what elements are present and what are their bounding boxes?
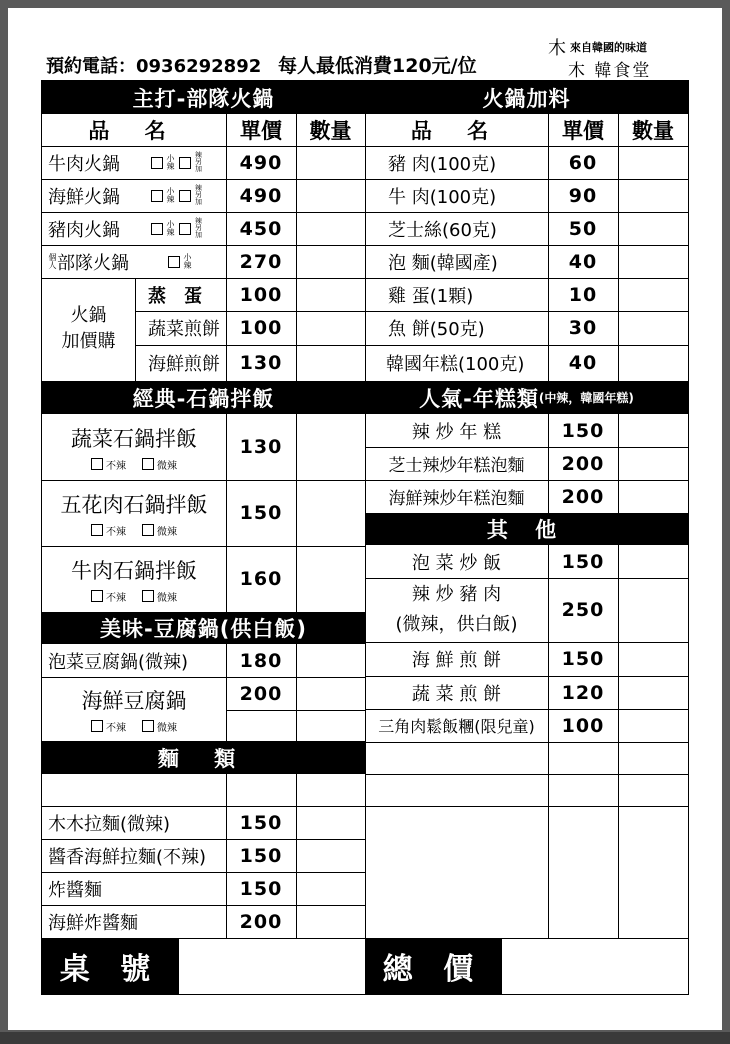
grid-line [226,644,227,741]
addon-purchase-line1: 火鍋 [70,305,107,326]
tofu-price: 200 [239,682,283,705]
noodle-item: 炸醬麵 [48,879,102,901]
col-qty-header-right: 數量 [632,119,674,143]
hotpot-price: 450 [239,217,283,240]
grid-line [365,774,688,775]
small-spicy-label: 小辣 [183,252,192,270]
small-spicy-checkbox[interactable] [151,190,163,202]
grid-line [365,146,688,147]
bibimbap-name: 五花肉石鍋拌飯 [60,492,208,517]
grid-line [365,212,688,213]
addon-item-name: 韓國年糕(100克) [386,353,525,375]
mild-spicy-checkbox[interactable] [142,590,154,602]
ricecake-note: (中辣，韓國年糕) [538,391,634,405]
grid-line [548,114,549,381]
grid-line [42,245,365,246]
grid-line [296,644,297,741]
noodle-price: 200 [239,910,283,933]
other-item: 三角肉鬆飯糰(限兒童) [378,717,535,736]
addon-item-name: 泡 麵(韓國產) [388,252,498,274]
section-hotpot-title: 主打-部隊火鍋 [42,81,365,114]
small-spicy-label: 小辣 [166,153,175,171]
grid-line [548,414,549,513]
bibimbap-name: 牛肉石鍋拌飯 [71,558,197,583]
grid-line [296,414,297,612]
extra-spicy-checkbox[interactable] [179,223,191,235]
grid-line [135,345,365,346]
grid-line [178,938,179,994]
extra-spicy-label: 辣另加 [195,151,202,173]
grid-line [365,81,366,938]
grid-line [296,114,297,381]
min-spend-text: 每人最低消費120元/位 [278,55,477,77]
addon-item-price: 90 [568,184,598,207]
mild-spicy-label: 微辣 [157,722,177,734]
total-price-label: 總 價 [365,938,501,994]
addon-purchase-item: 蒸 蛋 [148,285,202,307]
hotpot-item-name: 豬肉火鍋 [48,219,120,241]
ricecake-item: 芝士辣炒年糕泡麵 [388,456,525,476]
col-name-header: 品 名 [88,119,180,143]
logo-mark: 木 [548,38,566,59]
extra-spicy-label: 辣另加 [195,184,202,206]
noodle-item: 木木拉麵(微辣) [48,813,171,835]
grid-line [365,578,688,579]
ricecake-item: 辣 炒 年 糕 [411,421,502,443]
bibimbap-price: 160 [239,568,283,590]
hotpot-item-name: 牛肉火鍋 [48,153,120,175]
grid-line [135,311,365,312]
grid-line [42,546,365,547]
not-spicy-checkbox[interactable] [91,524,103,536]
col-price-header-right: 單價 [562,119,604,143]
noodle-price: 150 [239,811,283,834]
hotpot-options [151,179,226,212]
mild-spicy-checkbox[interactable] [142,458,154,470]
col-price-header: 單價 [240,119,282,143]
hotpot-price: 490 [239,184,283,207]
extra-spicy-checkbox[interactable] [179,190,191,202]
addon-item-price: 40 [568,250,598,273]
grid-line [42,179,365,180]
grid-line [42,278,365,279]
addon-item-price: 50 [568,217,598,240]
other-price: 250 [561,599,605,621]
section-other-title: 其 他 [365,513,688,545]
other-price: 100 [561,714,605,737]
other-item-note: (微辣，供白飯) [395,614,518,635]
total-price-field[interactable] [501,938,688,994]
grid-line [365,245,688,246]
grid-line [365,345,688,346]
table-number-field[interactable] [178,938,365,994]
col-qty-header: 數量 [309,119,352,143]
grid-line [226,774,227,938]
extra-spicy-label: 辣另加 [195,217,202,239]
small-spicy-checkbox[interactable] [151,223,163,235]
addon-purchase-item: 蔬菜煎餅 [148,319,220,340]
noodle-item: 海鮮炸醬麵 [48,912,138,934]
addon-item-name: 雞 蛋(1顆) [388,285,474,307]
small-spicy-checkbox[interactable] [151,157,163,169]
bibimbap-item [42,546,226,612]
addon-item-name: 魚 餅(50克) [388,319,485,340]
grid-line [135,278,136,381]
brand-name: 木 韓食堂 [568,61,652,81]
grid-line [226,414,227,612]
hotpot-options [151,212,226,245]
grid-line [226,114,227,381]
grid-line [618,114,619,381]
not-spicy-label: 不辣 [106,526,126,538]
other-item: 蔬 菜 煎 餅 [411,683,502,705]
noodle-price: 150 [239,877,283,900]
grid-line [365,642,688,643]
grid-line [42,677,365,678]
addon-item-price: 30 [568,317,598,339]
grid-line [618,414,619,513]
grid-line [365,806,688,807]
other-price: 150 [561,550,605,573]
grid-line [365,676,688,677]
not-spicy-label: 不辣 [106,722,126,734]
other-price: 150 [561,648,605,670]
grid-line [42,806,365,807]
hotpot-item-name [48,245,158,278]
addon-item-price: 10 [568,283,598,306]
col-name-header-right: 品 名 [410,119,503,143]
addon-purchase-price: 130 [239,351,283,374]
other-item [365,578,548,642]
menu-page [8,8,722,1030]
other-item: 海 鮮 煎 餅 [411,650,502,671]
grid-line [365,311,688,312]
addon-purchase-price: 100 [239,283,283,306]
not-spicy-label: 不辣 [106,592,126,604]
grid-line [365,447,688,448]
mild-spicy-checkbox[interactable] [142,720,154,732]
noodle-price: 150 [239,844,283,867]
spice-options [91,457,177,472]
phone-text: 預約電話：0936292892 [46,56,262,77]
hotpot-price: 270 [239,250,283,273]
not-spicy-checkbox[interactable] [91,458,103,470]
grid-line [42,480,365,481]
addon-purchase-item: 海鮮煎餅 [148,353,220,375]
grid-line [226,710,365,711]
tofu-name: 海鮮豆腐鍋 [81,688,187,713]
noodle-item: 醬香海鮮拉麵(不辣) [48,846,207,868]
grid-line [365,179,688,180]
viewer-status-bar [0,1032,730,1044]
grid-line [42,212,365,213]
not-spicy-checkbox[interactable] [91,720,103,732]
bibimbap-name: 蔬菜石鍋拌飯 [71,426,197,451]
tofu-price: 180 [239,649,283,672]
grid-line [365,480,688,481]
small-spicy-label: 小辣 [166,186,175,204]
other-price: 120 [561,681,605,704]
grid-line [42,146,365,147]
spice-options [91,719,177,734]
addon-item-price: 40 [568,351,598,374]
tofu-item [42,677,226,741]
ricecake-title-text: 人氣-年糕類 [419,386,539,411]
mild-spicy-checkbox[interactable] [142,524,154,536]
ricecake-price: 200 [561,485,605,508]
hotpot-options [151,146,226,179]
grid-line [365,709,688,710]
section-addons-title: 火鍋加料 [365,81,688,114]
ricecake-price: 150 [561,419,605,442]
grid-line [42,839,365,840]
bibimbap-price: 150 [239,502,283,524]
table-number-label: 桌 號 [42,938,178,994]
addon-purchase-price: 100 [239,317,283,339]
section-ricecake-title [365,381,688,414]
mild-spicy-label: 微辣 [157,460,177,472]
mild-spicy-label: 微辣 [157,592,177,604]
addon-purchase-label [42,278,135,380]
hotpot-item-name: 海鮮火鍋 [48,186,120,208]
bibimbap-price: 130 [239,436,283,458]
section-bibimbap-title: 經典-石鍋拌飯 [42,381,365,414]
not-spicy-checkbox[interactable] [91,590,103,602]
spice-options [91,523,177,538]
grid-line [365,742,688,743]
ricecake-price: 200 [561,452,605,475]
hotpot-options [168,245,226,278]
small-spicy-label: 小辣 [166,219,175,237]
addon-item-price: 60 [568,151,598,174]
addon-item-name: 豬 肉(100克) [388,153,497,175]
bibimbap-item [42,480,226,546]
tagline: 來自韓國的味道 [570,41,647,54]
addon-item-name: 芝士絲(60克) [388,219,497,241]
grid-line [365,278,688,279]
ricecake-item: 海鮮辣炒年糕泡麵 [388,489,525,509]
grid-line [42,905,365,906]
extra-spicy-checkbox[interactable] [179,157,191,169]
grid-line [296,774,297,938]
addon-item-name: 牛 肉(100克) [388,186,497,208]
single-person-tag: 個人 [48,252,57,270]
grid-line [42,938,688,939]
grid-line [501,938,502,994]
bibimbap-item [42,414,226,480]
hotpot-item-label: 部隊火鍋 [57,252,129,274]
section-tofu-title: 美味-豆腐鍋(供白飯) [42,612,365,644]
mild-spicy-label: 微辣 [157,526,177,538]
hotpot-price: 490 [239,151,283,174]
not-spicy-label: 不辣 [106,460,126,472]
other-item: 泡 菜 炒 飯 [411,552,502,574]
tofu-item: 泡菜豆腐鍋(微辣) [48,651,189,673]
section-noodles-title: 麵 類 [42,741,365,774]
addon-purchase-line2: 加價購 [61,331,116,352]
grid-line [42,872,365,873]
small-spicy-checkbox[interactable] [168,256,180,268]
other-item-name: 辣 炒 豬 肉 [411,584,502,605]
spice-options [91,589,177,604]
